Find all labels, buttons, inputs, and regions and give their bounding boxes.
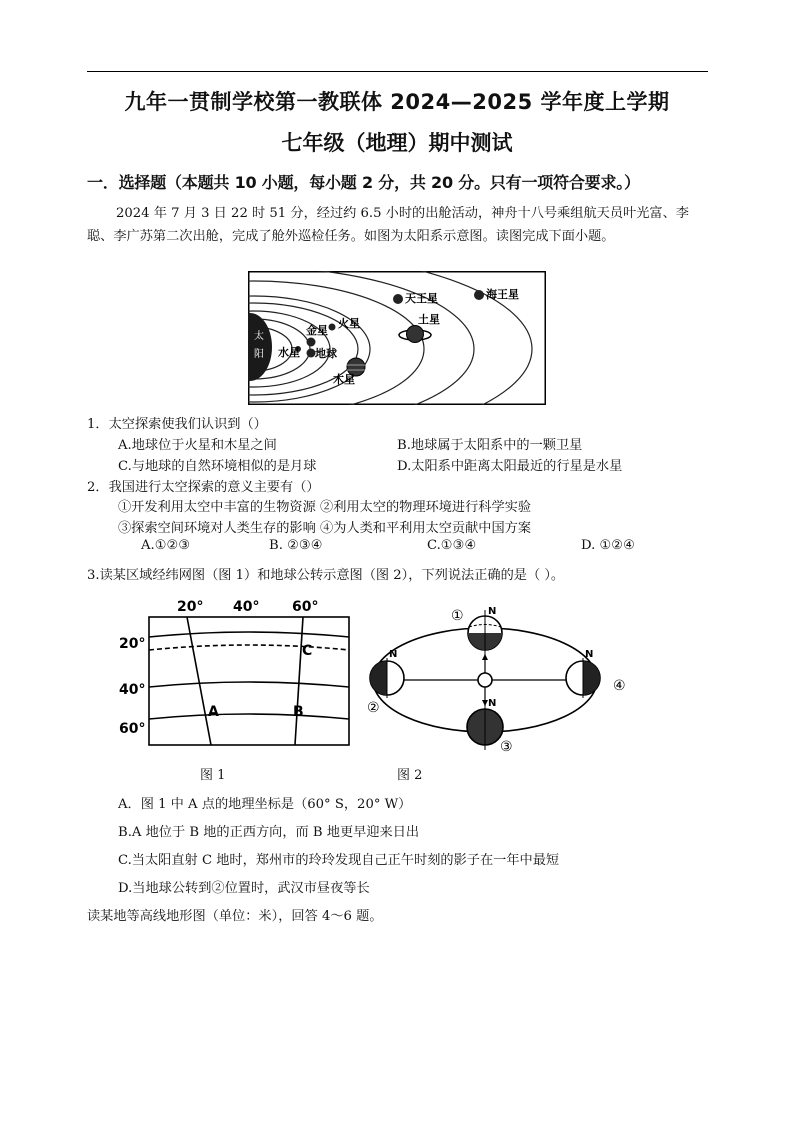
q1-option-c: C.与地球的自然环境相似的是月球 — [118, 459, 317, 474]
position-2-label: ② — [367, 700, 380, 716]
venus-icon — [307, 338, 316, 347]
saturn-label: 土星 — [418, 313, 440, 326]
passage: 2024 年 7 月 3 日 22 时 51 分，经过约 6.5 小时的出舱活动，神舟十八号乘组航天员叶光富、李聪、李广苏第二次出舱，完成了舱外巡检任务。如图为太阳系示意图。读图完成下面小题。 — [87, 206, 689, 244]
earth-position-4-icon — [566, 658, 600, 698]
lat-label-20: 20° — [119, 636, 146, 652]
q1-option-a: A.地球位于火星和木星之间 — [118, 438, 277, 453]
solar-system-figure — [248, 271, 546, 405]
earth-revolution-figure — [355, 600, 635, 755]
axis-marker-2: N — [389, 649, 398, 660]
earth-position-3-icon — [467, 704, 503, 750]
lon-label-60: 60° — [292, 599, 319, 615]
uranus-label: 天王星 — [405, 292, 438, 305]
q2-option-c: C.①③④ — [427, 538, 477, 553]
mercury-label: 水星 — [278, 346, 300, 359]
q2-option-d: D. ①②④ — [581, 538, 635, 553]
jupiter-label: 木星 — [333, 373, 355, 386]
q4-intro: 读某地等高线地形图（单位：米），回答 4～6 题。 — [87, 909, 383, 924]
earth-position-1-icon — [468, 610, 502, 656]
position-3-label: ③ — [500, 739, 513, 755]
axis-marker-4: N — [585, 649, 594, 660]
lon-label-40: 40° — [233, 599, 260, 615]
q2-option-a: A.①②③ — [141, 538, 191, 553]
mars-icon — [329, 324, 336, 331]
figure2-caption: 图 2 — [397, 768, 423, 783]
q3-stem: 3.读某区域经纬网图（图 1）和地球公转示意图（图 2），下列说法正确的是（ ）。 — [87, 568, 565, 583]
q3-option-c: C.当太阳直射 C 地时，郑州市的玲玲发现自己正午时刻的影子在一年中最短 — [118, 853, 560, 868]
point-a-label: A — [208, 704, 219, 720]
q1-option-d: D.太阳系中距离太阳最近的行星是水星 — [397, 459, 623, 474]
lat-label-60: 60° — [119, 721, 146, 737]
sun-label-2: 阳 — [254, 349, 264, 360]
q2-items-line1: ①开发利用太空中丰富的生物资源 ②利用太空的物理环境进行科学实验 — [118, 500, 532, 515]
section-heading: 一．选择题（本题共 10 小题，每小题 2 分，共 20 分。只有一项符合要求。） — [87, 173, 640, 192]
axis-marker-1: N — [488, 606, 497, 617]
position-4-label: ④ — [613, 678, 626, 694]
q2-option-b: B. ②③④ — [269, 538, 323, 553]
exam-subtitle: 七年级（地理）期中测试 — [281, 131, 513, 155]
q3-option-a: A．图 1 中 A 点的地理坐标是（60° S，20° W） — [118, 797, 412, 812]
point-b-label: B — [293, 704, 304, 720]
q3-option-b: B.A 地位于 B 地的正西方向，而 B 地更早迎来日出 — [118, 825, 420, 840]
lat-label-40: 40° — [119, 682, 146, 698]
q3-option-d: D.当地球公转到②位置时，武汉市昼夜等长 — [118, 881, 370, 896]
q1-option-b: B.地球属于太阳系中的一颗卫星 — [397, 438, 583, 453]
sun-label-1: 太 — [254, 331, 264, 342]
position-1-label: ① — [451, 608, 464, 624]
header-rule — [87, 71, 708, 72]
uranus-icon — [393, 294, 403, 304]
venus-label: 金星 — [306, 324, 328, 337]
lon-label-20: 20° — [177, 599, 204, 615]
figure1-caption: 图 1 — [200, 768, 226, 783]
q2-items-line2: ③探索空间环境对人类生存的影响 ④为人类和平利用太空贡献中国方案 — [118, 521, 532, 536]
point-c-label: C — [302, 643, 313, 659]
q2-stem: 2．我国进行太空探索的意义主要有（） — [87, 480, 320, 495]
exam-title: 九年一贯制学校第一教联体 2024—2025 学年度上学期 — [124, 90, 670, 114]
neptune-icon — [474, 290, 484, 300]
earth-label: 地球 — [315, 347, 337, 360]
mars-label: 火星 — [338, 317, 360, 330]
latlon-grid-figure — [115, 593, 355, 748]
q1-stem: 1．太空探索使我们认识到（） — [87, 417, 267, 432]
axis-marker-3: N — [488, 698, 497, 709]
earth-position-2-icon — [370, 658, 404, 698]
neptune-label: 海王星 — [486, 288, 519, 301]
